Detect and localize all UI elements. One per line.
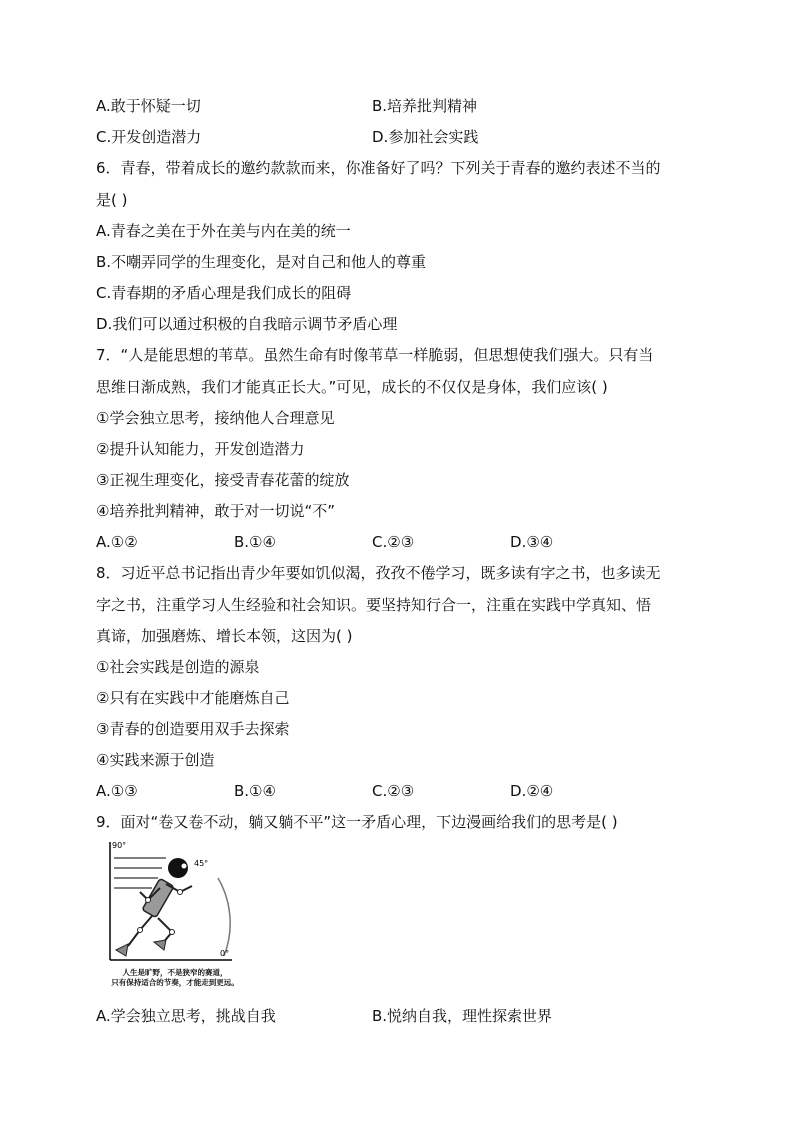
q9-option-b: B.悦纳自我，理性探索世界	[372, 1007, 553, 1025]
q6-option-c: C.青春期的矛盾心理是我们成长的阻碍	[96, 284, 352, 302]
q8-item-3: ③青春的创造要用双手去探索	[96, 720, 290, 738]
label-0-degree: 0°	[220, 949, 230, 958]
q5-option-a: A.敢于怀疑一切	[96, 97, 201, 115]
cartoon-caption-line2: 只有保持适合的节奏，才能走到更远。	[111, 978, 239, 987]
q8-item-4: ④实践来源于创造	[96, 751, 215, 769]
q8-item-2: ②只有在实践中才能磨炼自己	[96, 689, 290, 707]
q7-option-b: B.①④	[234, 533, 276, 551]
q6-option-b: B.不嘲弄同学的生理变化，是对自己和他人的尊重	[96, 253, 427, 271]
q8-stem-line2: 字之书，注重学习人生经验和社会知识。要坚持知行合一，注重在实践中学真知、悟	[96, 596, 652, 614]
q5-option-c: C.开发创造潜力	[96, 128, 202, 146]
q8-stem-line3: 真谛，加强磨炼、增长本领，这因为( )	[96, 627, 353, 645]
q7-item-3: ③正视生理变化，接受青春花蕾的绽放	[96, 471, 350, 489]
q9-stem: 9．面对“卷又卷不动，躺又躺不平”这一矛盾心理，下边漫画给我们的思考是( )	[96, 813, 618, 831]
q5-option-d: D.参加社会实践	[372, 128, 479, 146]
q6-option-a: A.青春之美在于外在美与内在美的统一	[96, 222, 351, 240]
q7-option-a: A.①②	[96, 533, 138, 551]
label-45-degree: 45°	[194, 859, 209, 868]
q7-option-d: D.③④	[510, 533, 554, 551]
q8-option-b: B.①④	[234, 782, 276, 800]
q9-cartoon	[100, 838, 250, 988]
q8-option-a: A.①③	[96, 782, 138, 800]
q7-stem-line2: 思维日渐成熟，我们才能真正长大。”可见，成长的不仅仅是身体，我们应该( )	[96, 378, 608, 396]
q6-stem-line2: 是( )	[96, 191, 128, 209]
q8-option-d: D.②④	[510, 782, 554, 800]
q8-stem-line1: 8．习近平总书记指出青少年要如饥似渴，孜孜不倦学习，既多读有字之书，也多读无	[96, 564, 661, 582]
q6-option-d: D.我们可以通过积极的自我暗示调节矛盾心理	[96, 315, 398, 333]
q7-stem-line1: 7．“人是能思想的苇草。虽然生命有时像苇草一样脆弱，但思想使我们强大。只有当	[96, 346, 654, 364]
q7-option-c: C.②③	[372, 533, 415, 551]
q7-item-1: ①学会独立思考，接纳他人合理意见	[96, 409, 335, 427]
q8-option-c: C.②③	[372, 782, 415, 800]
q9-option-a: A.学会独立思考，挑战自我	[96, 1007, 276, 1025]
q6-stem-line1: 6．青春，带着成长的邀约款款而来，你准备好了吗？下列关于青春的邀约表述不当的	[96, 159, 661, 177]
label-90-degree: 90°	[112, 841, 127, 850]
q7-item-4: ④培养批判精神，敢于对一切说“不”	[96, 502, 335, 520]
cartoon-drawing	[100, 838, 250, 964]
q7-item-2: ②提升认知能力，开发创造潜力	[96, 440, 305, 458]
q8-item-1: ①社会实践是创造的源泉	[96, 658, 260, 676]
cartoon-caption-line1: 人生是旷野，不是狭窄的赛道，	[122, 968, 228, 977]
q5-option-b: B.培养批判精神	[372, 97, 478, 115]
